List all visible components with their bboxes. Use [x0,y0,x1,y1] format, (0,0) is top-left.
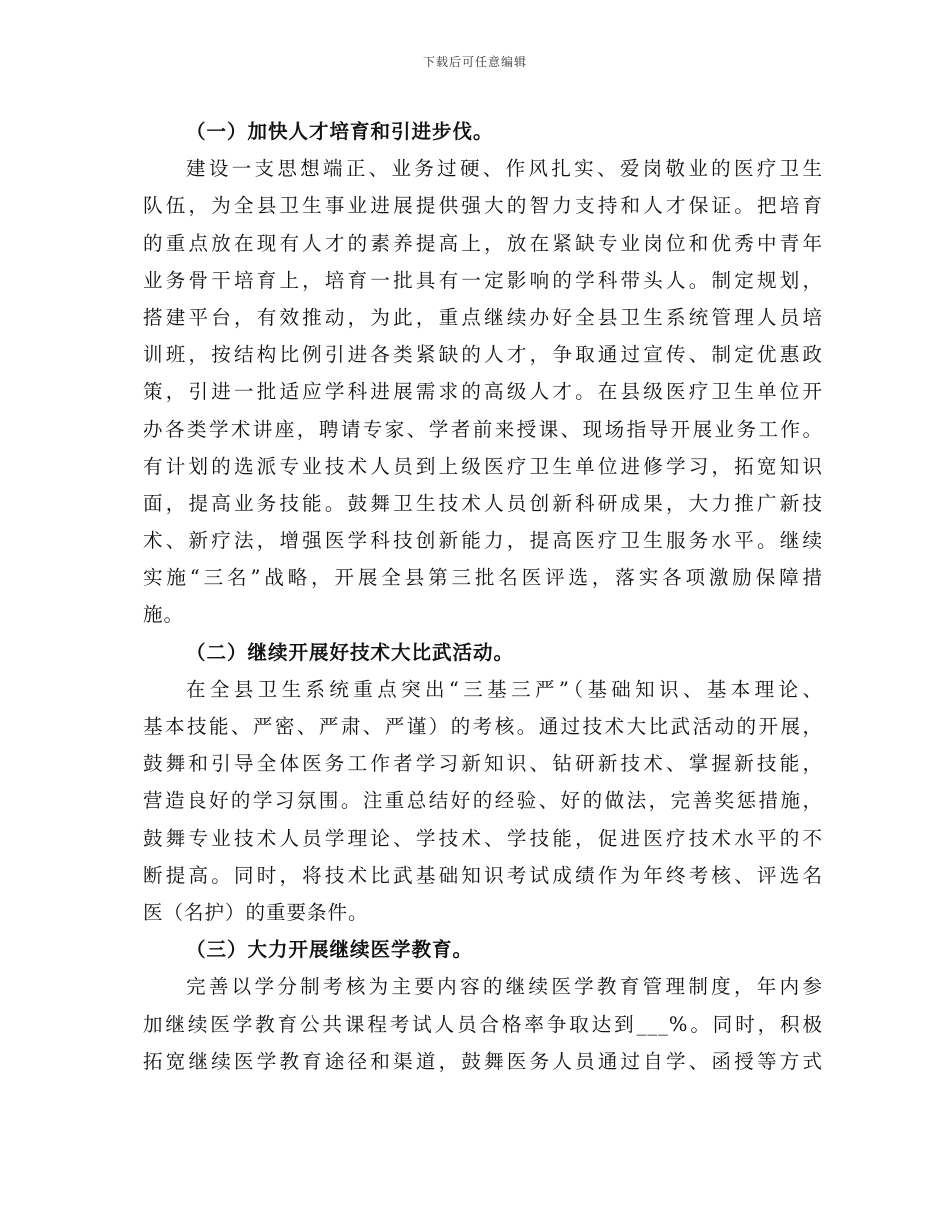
paragraph-line: 有计划的选派专业技术人员到上级医疗卫生单位进修学习，拓宽知识 [143,454,823,478]
paragraph-line: 队伍，为全县卫生事业进展提供强大的智力支持和人才保证。把培育 [143,194,823,218]
paragraph-line: 术、新疗法，增强医学科技创新能力，提高医疗卫生服务水平。继续 [143,529,823,553]
paragraph-line: 完善以学分制考核为主要内容的继续医学教育管理制度，年内参 [186,975,823,999]
paragraph-line: 断提高。同时，将技术比武基础知识考试成绩作为年终考核、评选名 [143,863,823,887]
paragraph-line: 基本技能、严密、严肃、严谨）的考核。通过技术大比武活动的开展， [143,715,823,738]
paragraph-line: 鼓舞专业技术人员学理论、学技术、学技能，促进医疗技术水平的不 [143,826,823,850]
paragraph-line: 搭建平台，有效推动，为此，重点继续办好全县卫生系统管理人员培 [143,305,823,329]
paragraph-line: 业务骨干培育上，培育一批具有一定影响的学科带头人。制定规划， [143,268,823,292]
paragraph-line: 加继续医学教育公共课程考试人员合格率争取达到___%。同时，积极 [143,1012,823,1036]
paragraph-line: 拓宽继续医学教育途径和渠道，鼓舞医务人员通过自学、函授等方式 [143,1049,823,1073]
document-body [143,113,823,1080]
section-heading: （三）大力开展继续医学教育。 [186,938,474,962]
paragraph-line: 办各类学术讲座，聘请专家、学者前来授课、现场指导开展业务工作。 [143,417,823,441]
paragraph-line: 的重点放在现有人才的素养提高上，放在紧缺专业岗位和优秀中青年 [143,231,823,255]
paragraph-line: 在全县卫生系统重点突出“三基三严”（基础知识、基本理论、 [186,677,823,701]
paragraph-line: 鼓舞和引导全体医务工作者学习新知识、钻研新技术、掌握新技能， [143,752,823,776]
section-heading: （二）继续开展好技术大比武活动。 [186,640,515,664]
paragraph-line: 实施“三名”战略，开展全县第三批名医评选，落实各项激励保障措 [143,566,823,590]
paragraph-line: 策，引进一批适应学科进展需求的高级人才。在县级医疗卫生单位开 [143,380,823,404]
page-header-note: 下载后可任意编辑 [422,55,527,69]
paragraph-line: 面，提高业务技能。鼓舞卫生技术人员创新科研成果，大力推广新技 [143,491,823,515]
paragraph-line: 营造良好的学习氛围。注重总结好的经验、好的做法，完善奖惩措施， [143,789,823,813]
section-heading: （一）加快人才培育和引进步伐。 [186,120,494,143]
paragraph-line: 训班，按结构比例引进各类紧缺的人才，争取通过宣传、制定优惠政 [143,343,823,367]
paragraph-line: 医（名护）的重要条件。 [143,900,369,924]
paragraph-line: 施。 [143,603,185,627]
paragraph-line: 建设一支思想端正、业务过硬、作风扎实、爱岗敬业的医疗卫生 [186,157,823,181]
